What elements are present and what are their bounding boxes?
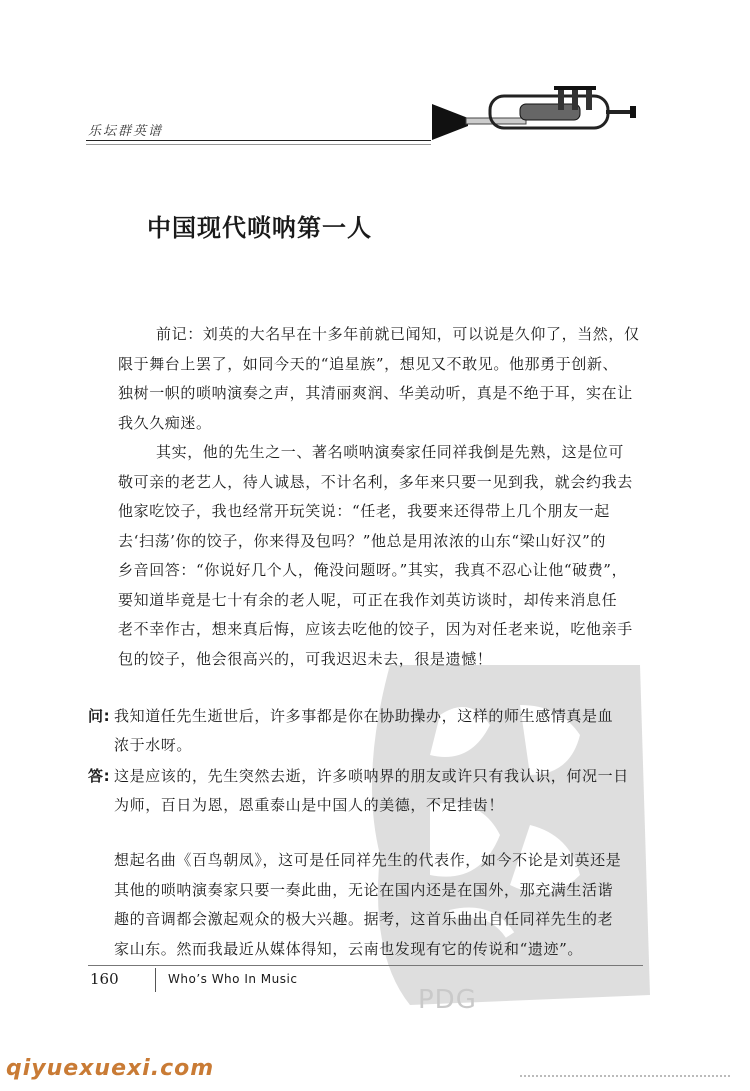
body-paragraph bbox=[118, 438, 654, 674]
text-line: 我知道任先生逝世后，许多事都是你在协助操办，这样的师生感情真是血 bbox=[114, 707, 614, 725]
text-line: 趣的音调都会激起观众的极大兴趣。据考，这首乐曲出自任同祥先生的老 bbox=[114, 910, 614, 928]
text-line: 敬可亲的老艺人，待人诚恳，不计名利，多年来只要一见到我，就会约我去 bbox=[118, 472, 633, 491]
text-line: 为师，百日为恩，恩重泰山是中国人的美德，不足挂齿！ bbox=[114, 796, 505, 814]
answer-tag: 答: bbox=[88, 767, 111, 785]
stamp-watermark-text: PDG bbox=[418, 985, 477, 1015]
text-line: 这是应该的，先生突然去逝，许多唢呐界的朋友或许只有我认识，何况一日 bbox=[114, 767, 629, 785]
text-line: 限于舞台上罢了，如同今天的“追星族”，想见又不敢见。他那勇于创新、 bbox=[118, 354, 619, 373]
text-line: 他家吃饺子，我也经常开玩笑说：“任老，我要来还得带上几个朋友一起 bbox=[118, 502, 610, 520]
text-line: 前记：刘英的大名早在十多年前就已闻知，可以说是久仰了，当然，仅 bbox=[156, 325, 640, 343]
text-line: 其实，他的先生之一、著名唢呐演奏家任同祥我倒是先熟，这是位可 bbox=[156, 443, 625, 461]
text-line: 要知道毕竟是七十有余的老人呢，可正在我作刘英访谈时，却传来消息任 bbox=[118, 590, 618, 609]
text-line: 包的饺子，他会很高兴的，可我迟迟未去，很是遗憾！ bbox=[118, 649, 493, 668]
text-line: 乡音回答：“你说好几个人，俺没问题呀。”其实，我真不忍心让他“破费”， bbox=[118, 561, 628, 579]
text-line: 浓于水呀。 bbox=[114, 736, 193, 754]
answer-block bbox=[88, 762, 654, 820]
body-paragraph bbox=[114, 846, 654, 964]
question-block bbox=[88, 702, 654, 760]
site-watermark: qiyuexuexi.com bbox=[6, 1056, 215, 1081]
footer-rule bbox=[88, 965, 643, 966]
footer-book-title: Who’s Who In Music bbox=[168, 972, 298, 986]
footer-divider bbox=[155, 968, 156, 992]
question-tag: 问: bbox=[88, 707, 111, 725]
text-line: 其他的唢呐演奏家只要一奏此曲，无论在国内还是在国外，那充满生活谐 bbox=[114, 880, 614, 899]
preface-paragraph bbox=[118, 320, 654, 438]
scan-artifact bbox=[520, 1075, 730, 1080]
header-rule-thin bbox=[86, 144, 431, 145]
text-line: 老不幸作古，想来真后悔，应该去吃他的饺子，因为对任老来说，吃他亲手 bbox=[118, 620, 633, 638]
text-line: 我久久痴迷。 bbox=[118, 413, 212, 432]
text-line: 独树一帜的唢呐演奏之声，其清丽爽润、华美动听，真是不绝于耳，实在让 bbox=[118, 384, 633, 402]
trumpet-icon bbox=[428, 84, 638, 146]
text-line: 家山东。然而我最近从媒体得知，云南也发现有它的传说和“遗迹”。 bbox=[114, 939, 583, 958]
article-title: 中国现代唢呐第一人 bbox=[147, 213, 372, 242]
header-rule bbox=[86, 140, 431, 141]
section-label: 乐坛群英谱 bbox=[88, 124, 164, 139]
text-line: 去‘扫荡’你的饺子，你来得及包吗？”他总是用浓浓的山东“梁山好汉”的 bbox=[118, 531, 606, 550]
text-line: 想起名曲《百鸟朝凤》，这可是任同祥先生的代表作，如今不论是刘英还是 bbox=[114, 851, 622, 869]
page-number: 160 bbox=[90, 970, 119, 988]
